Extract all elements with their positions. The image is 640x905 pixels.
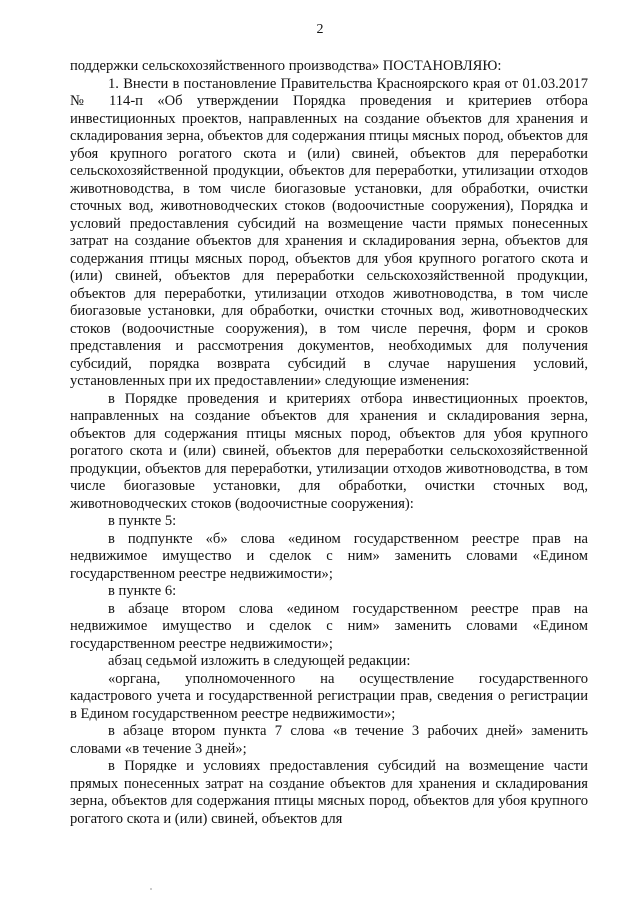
paragraph-point-5: в пункте 5: bbox=[108, 513, 177, 529]
paragraph-new-wording: «органа, уполномоченного на осуществление государственного кадастрового учета и государственной регистрации прав, сведения о регистрации в Едином государственном реестре недвижимости»; bbox=[70, 670, 588, 722]
page-number: 2 bbox=[316, 22, 324, 37]
paragraph-seventh-abzac: абзац седьмой изложить в следующей редакции: bbox=[108, 653, 411, 669]
paragraph-selection-order: в Порядке проведения и критериях отбора инвестиционных проектов, направленных на создание объектов для хранения и складирования зерна, объектов для содержания птицы мясных пород, объектов для убоя крупного рогатого скота и (или) свиней, объектов для переработки сельскохозяйственной продукции, объектов для переработки, утилизации отходов животноводства, в том числе биогазовые установки, для обработки, очистки сточных вод, животноводческих стоков (водоочистные сооружения): bbox=[70, 390, 588, 512]
paragraph-subsidy-order: в Порядке и условиях предоставления субсидий на возмещение части прямых понесенных затрат на создание объектов для хранения и складирования зерна, объектов для содержания птицы мясных пород, объектов для убоя крупного рогатого скота и (или) свиней, объектов для bbox=[70, 758, 588, 827]
paragraph-subpoint-b: в подпункте «б» слова «едином государственном реестре прав на недвижимое имущество и сделок с ним» заменить словами «Едином государственном реестре недвижимости»; bbox=[70, 530, 588, 582]
document-body bbox=[70, 58, 588, 828]
paragraph-second-abzac: в абзаце втором слова «едином государственном реестре прав на недвижимое имущество и сделок с ним» заменить словами «Едином государственном реестре недвижимости»; bbox=[70, 600, 588, 652]
paragraph-item-1: 1. Внести в постановление Правительства Красноярского края от 01.03.2017 № 114-п «Об утверждении Порядка проведения и критериев отбора инвестиционных проектов, направленных на создание объектов для хранения и складирования зерна, объектов для содержания птицы мясных пород, объектов для убоя крупного рогатого скота и (или) свиней, объектов для переработки сельскохозяйственной продукции, объектов для переработки, утилизации отходов животноводства, в том числе биогазовые установки, для обработки, очистки сточных вод, животноводческих стоков (водоочистные сооружения), Порядка и условий предоставления субсидий на возмещение части прямых понесенных затрат на создание объектов для хранения и складирования зерна, объектов для содержания птицы мясных пород, объектов для убоя крупного рогатого скота и (или) свиней, объектов для переработки сельскохозяйственной продукции, объектов для переработки, утилизации отходов животноводства, в том числе биогазовые установки, для обработки, очистки сточных вод, животноводческих стоков (водоочистные сооружения), в том числе перечня, форм и сроков представления и рассмотрения документов, необходимых для получения субсидий, порядка возврата субсидий в случае нарушения условий, установленных при их предоставлении» следующие изменения: bbox=[70, 75, 588, 389]
paragraph-preamble-end: поддержки сельскохозяйственного производства» ПОСТАНОВЛЯЮ: bbox=[70, 58, 502, 74]
scan-speck bbox=[150, 888, 152, 890]
paragraph-point-7: в абзаце втором пункта 7 слова «в течение 3 рабочих дней» заменить словами «в течение 3 дней»; bbox=[70, 723, 588, 757]
paragraph-point-6: в пункте 6: bbox=[108, 583, 177, 599]
